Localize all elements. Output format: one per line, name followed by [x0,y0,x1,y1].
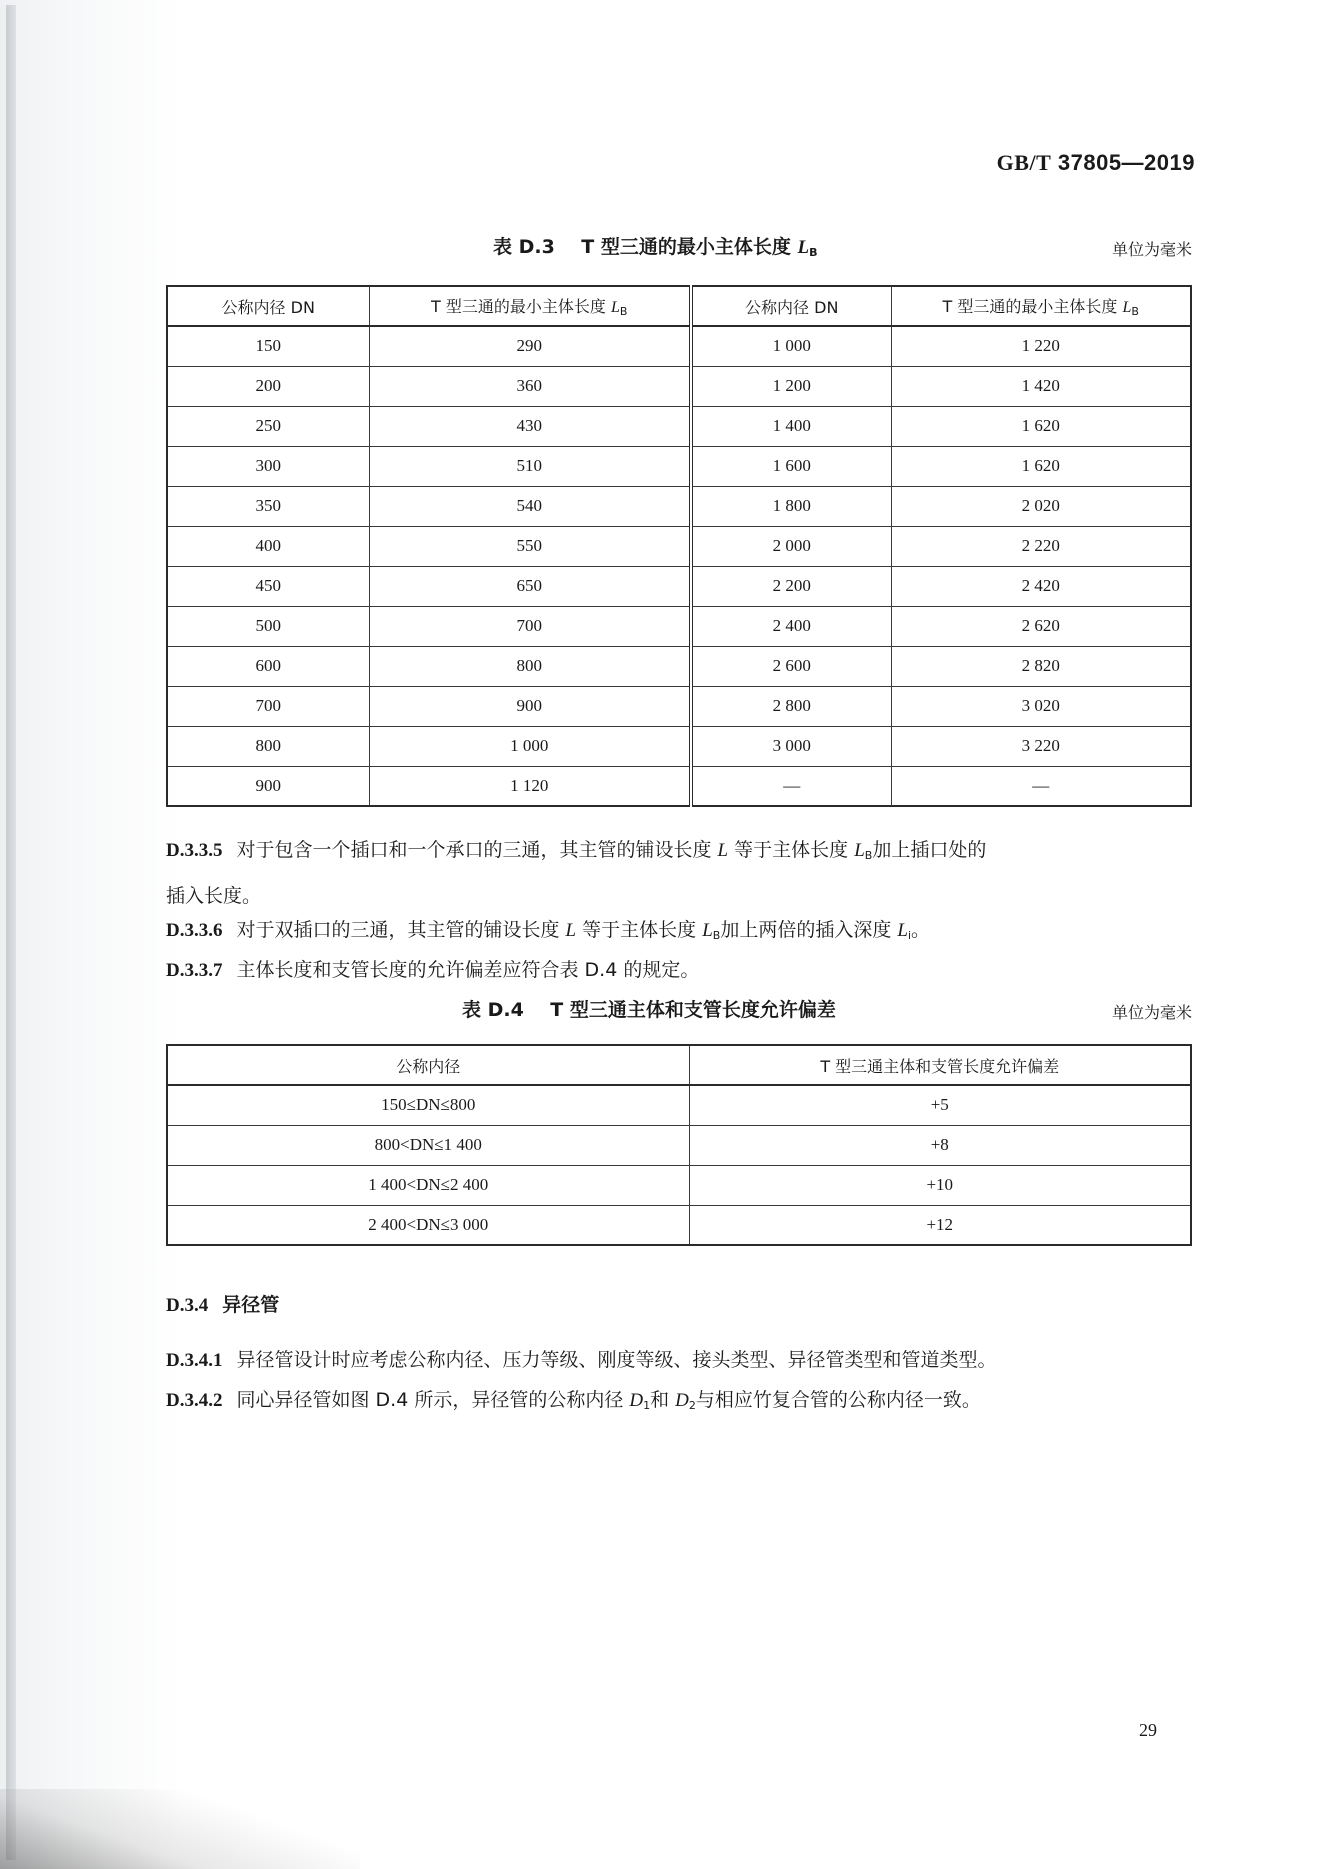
table-d3-cell: 360 [369,366,691,406]
table-d3-cell: 250 [167,406,369,446]
table-d4-row [167,1085,1191,1125]
header-text: T 型三通的最小主体长度 [431,297,606,316]
table-d4-row [167,1205,1191,1245]
table-d3-cell: 3 000 [691,726,891,766]
table-d4-tolerance: +12 [689,1205,1191,1245]
scan-binding-edge [6,5,16,1860]
table-d3-header-row [167,286,1191,326]
table-d3-cell: 650 [369,566,691,606]
table-d4-caption [462,995,836,1022]
table-d3-cell: 2 600 [691,646,891,686]
header-text: T 型三通的最小主体长度 [942,297,1118,316]
table-d3-header-lb-1 [369,286,691,326]
table-d3-cell: 2 400 [691,606,891,646]
table-d3-cell: 1 400 [691,406,891,446]
table-d3-cell: 900 [369,686,691,726]
clause-d3-3-5 [166,830,1196,916]
table-d3-cell: 1 220 [891,326,1191,366]
table-d3-cell: 600 [167,646,369,686]
section-d3-4-heading [166,1290,279,1317]
table-d3-row [167,606,1191,646]
table-d3-cell: 800 [167,726,369,766]
table-d4-header-tolerance: T 型三通主体和支管长度允许偏差 [689,1045,1191,1085]
table-d3-row [167,646,1191,686]
table-d3-row [167,566,1191,606]
table-d3-header-dn-1: 公称内径 DN [167,286,369,326]
table-d3-header-dn-2: 公称内径 DN [691,286,891,326]
table-d4-dn-range: 2 400<DN≤3 000 [167,1205,689,1245]
table-d3-cell: 350 [167,486,369,526]
clause-number: D.3.3.7 [166,960,223,981]
clause-d3-4-2 [166,1380,1196,1426]
table-d3-cell: 2 000 [691,526,891,566]
table-d3-cell: 430 [369,406,691,446]
table-d3-cell: 2 820 [891,646,1191,686]
table-d3-cell: 1 200 [691,366,891,406]
table-d4-dn-range: 1 400<DN≤2 400 [167,1165,689,1205]
table-d4-dn-range: 800<DN≤1 400 [167,1125,689,1165]
table-d3-cell: — [891,766,1191,806]
table-d3-cell: 1 120 [369,766,691,806]
header-symbol-sub: B [619,305,628,318]
table-d4-tolerance: +10 [689,1165,1191,1205]
header-symbol: L [611,299,620,316]
table-d3-row [167,486,1191,526]
table-d3-cell: 510 [369,446,691,486]
clause-text-line1: 对于包含一个插口和一个承口的三通，其主管的铺设长度 L 等于主体长度 $L_B$加上插口处的 [236,839,987,862]
table-d3-cell: 540 [369,486,691,526]
clause-number: D.3.3.5 [166,840,223,861]
scan-shadow [0,1789,360,1869]
table-d3-row [167,686,1191,726]
standard-prefix: GB/T [996,150,1052,175]
page-number: 29 [1139,1720,1157,1740]
table-d3-header-lb-2 [891,286,1191,326]
table-d3-cell: 800 [369,646,691,686]
table-d3-cell: 300 [167,446,369,486]
header-symbol-sub: B [1131,305,1139,318]
table-d3-cell: 2 020 [891,486,1191,526]
clause-text: 异径管设计时应考虑公称内径、压力等级、刚度等级、接头类型、异径管类型和管道类型。 [236,1349,997,1371]
table-d3-body [167,326,1191,806]
table-d3-row [167,406,1191,446]
table-d3-cell: 900 [167,766,369,806]
table-d3-cell: 400 [167,526,369,566]
standard-code [997,150,1195,176]
standard-number: 37805—2019 [1057,150,1195,175]
table-d4-unit: 单位为毫米 [1111,1003,1192,1022]
table-d4-header-dn: 公称内径 [167,1045,689,1085]
table-d4-body [167,1085,1191,1245]
table-d4-caption-prefix: 表 D.4 [462,999,524,1021]
table-d4-dn-range: 150≤DN≤800 [167,1085,689,1125]
table-d3-cell: 450 [167,566,369,606]
table-d3-cell: 290 [369,326,691,366]
table-d4-caption-title: T 型三通主体和支管长度允许偏差 [550,999,836,1021]
table-d3-row [167,766,1191,806]
table-d3-cell: 500 [167,606,369,646]
table-d3-caption-prefix: 表 D.3 [493,236,555,258]
table-d3-cell: 700 [369,606,691,646]
table-d3-cell: 2 420 [891,566,1191,606]
clause-d3-3-7 [166,950,1196,991]
table-d3-cell: 1 620 [891,446,1191,486]
table-d3-cell: 1 600 [691,446,891,486]
clause-number: D.3.4.1 [166,1350,223,1371]
table-d4-row [167,1165,1191,1205]
table-d4 [166,1044,1192,1246]
table-d4-header-row [167,1045,1191,1085]
clause-d3-4-1 [166,1340,1196,1381]
header-symbol: L [1122,299,1132,316]
table-d3-cell: 3 220 [891,726,1191,766]
table-d3-cell: 1 800 [691,486,891,526]
table-d3-row [167,446,1191,486]
table-d3-caption-title: T 型三通的最小主体长度 [581,236,791,258]
clause-number: D.3.4.2 [166,1390,223,1411]
table-d3-cell: 2 200 [691,566,891,606]
table-d3-cell: 1 420 [891,366,1191,406]
table-d3-cell: 1 620 [891,406,1191,446]
table-d3-row [167,526,1191,566]
table-d3-cell: 700 [167,686,369,726]
table-d4-tolerance: +8 [689,1125,1191,1165]
table-d3-cell: 1 000 [691,326,891,366]
table-d3-caption-symbol: L [797,237,810,258]
table-d3-cell: 2 220 [891,526,1191,566]
section-number: D.3.4 [166,1295,209,1316]
table-d3-cell: 200 [167,366,369,406]
table-d3-caption [493,232,818,259]
table-d4-tolerance: +5 [689,1085,1191,1125]
table-d3-cell: 2 620 [891,606,1191,646]
clause-text: 主体长度和支管长度的允许偏差应符合表 D.4 的规定。 [236,959,700,981]
table-d3-caption-symbol-sub: B [809,246,818,259]
clause-text-line2: 插入长度。 [166,885,262,907]
table-d3-row [167,366,1191,406]
table-d3-unit: 单位为毫米 [1111,240,1192,259]
section-title: 异径管 [222,1294,280,1316]
clause-number: D.3.3.6 [166,920,223,941]
table-d3-cell: 550 [369,526,691,566]
clause-text: 同心异径管如图 D.4 所示，异径管的公称内径 $D_1$和 $D_2$与相应竹复合管的公称内径一致。 [236,1389,981,1412]
clause-text: 对于双插口的三通，其主管的铺设长度 L 等于主体长度 $L_B$加上两倍的插入深度 $L_i$。 [236,919,931,942]
table-d3-cell: 2 800 [691,686,891,726]
table-d3-cell: 3 020 [891,686,1191,726]
table-d3-cell: — [691,766,891,806]
table-d3-row [167,326,1191,366]
table-d3 [166,285,1192,807]
table-d3-row [167,726,1191,766]
table-d3-cell: 150 [167,326,369,366]
table-d3-cell: 1 000 [369,726,691,766]
table-d4-row [167,1125,1191,1165]
